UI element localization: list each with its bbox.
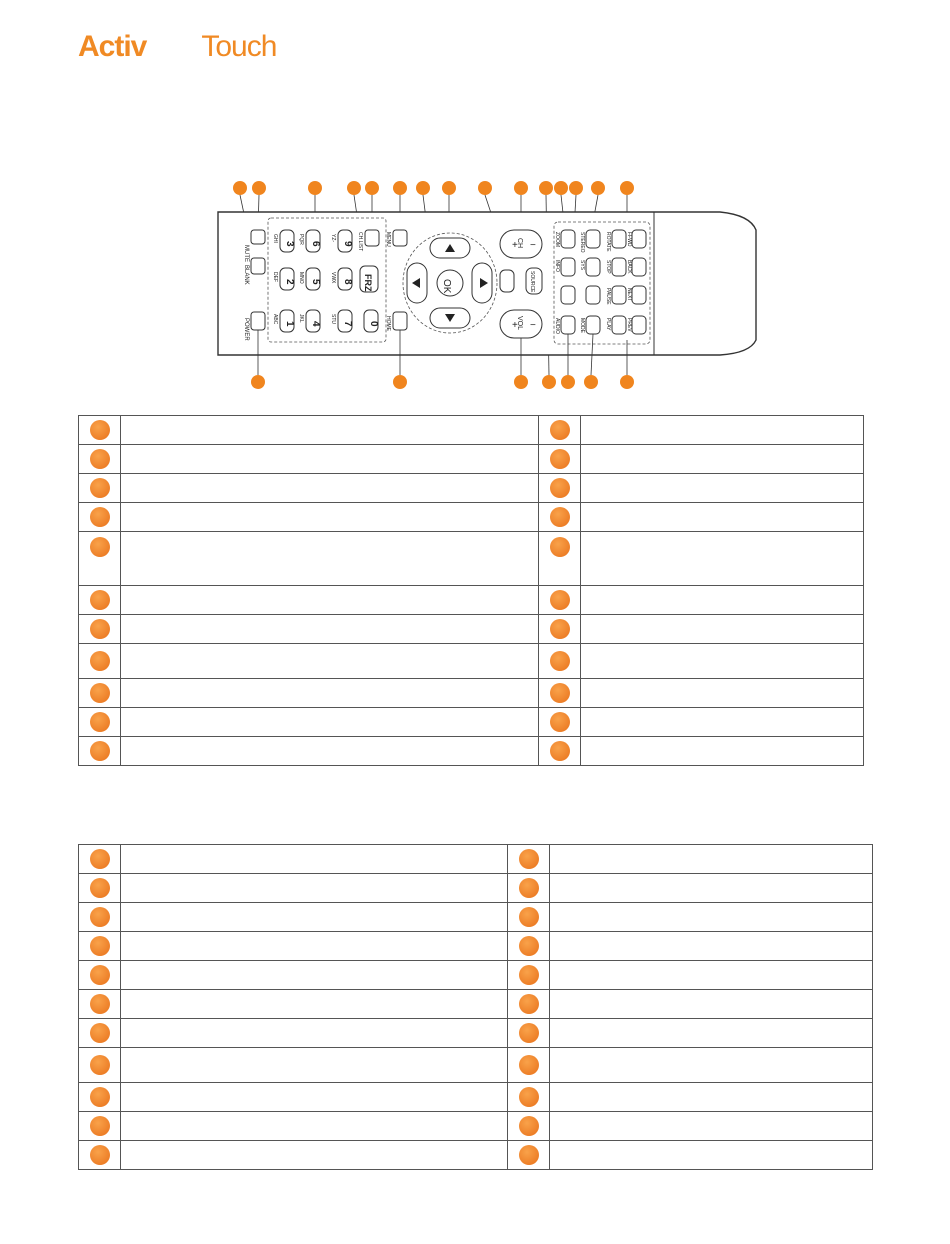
letters-ghi: GHI bbox=[272, 234, 278, 243]
ch-plus: + bbox=[512, 240, 518, 251]
callout-dot bbox=[519, 994, 539, 1014]
menu-label: MENU bbox=[385, 232, 391, 247]
sys-label: SYS bbox=[579, 260, 585, 271]
vol-plus: + bbox=[512, 320, 518, 331]
callout-dot bbox=[90, 420, 110, 440]
callout-dot bbox=[90, 849, 110, 869]
table-row bbox=[79, 445, 864, 474]
callout-dot bbox=[90, 507, 110, 527]
callout-dot bbox=[90, 907, 110, 927]
callout-dot bbox=[90, 1087, 110, 1107]
table-row bbox=[79, 903, 873, 932]
callout-dot bbox=[90, 590, 110, 610]
table-row bbox=[79, 1048, 873, 1083]
callout-dot bbox=[90, 994, 110, 1014]
table-row bbox=[79, 416, 864, 445]
callout-dot bbox=[550, 741, 570, 761]
key-1: 1 bbox=[284, 321, 295, 327]
key-3: 3 bbox=[284, 241, 295, 247]
prev-label: PREV bbox=[626, 318, 632, 332]
bottom-callouts bbox=[251, 375, 634, 389]
callout-dot bbox=[90, 1145, 110, 1165]
table-row bbox=[79, 532, 864, 586]
callout-dot bbox=[90, 619, 110, 639]
source-label: SOURCE bbox=[529, 271, 535, 293]
blank-label: BLANK bbox=[243, 265, 249, 285]
table-row bbox=[79, 1141, 873, 1170]
callout-dot bbox=[519, 1087, 539, 1107]
stop-label: STOP bbox=[605, 260, 611, 274]
key-7: 7 bbox=[342, 321, 353, 327]
callout-dot bbox=[90, 712, 110, 732]
callout-dot bbox=[550, 537, 570, 557]
power-label: POWER bbox=[243, 318, 249, 341]
mode-label: MODE bbox=[579, 318, 585, 333]
callout-dot bbox=[90, 878, 110, 898]
callout-dot bbox=[519, 907, 539, 927]
ok-key: OK bbox=[441, 279, 452, 294]
callout-dot bbox=[519, 1116, 539, 1136]
table-row bbox=[79, 1019, 873, 1048]
vol-label: VOL bbox=[516, 316, 523, 331]
callout-dot bbox=[550, 683, 570, 703]
key-4: 4 bbox=[310, 321, 321, 327]
callout-dot bbox=[90, 683, 110, 703]
key-8: 8 bbox=[342, 279, 353, 285]
table-row bbox=[79, 1083, 873, 1112]
callout-dot bbox=[550, 420, 570, 440]
letters-jkl: JKL bbox=[298, 314, 304, 323]
zoom-label: ZOOM bbox=[554, 232, 560, 247]
callout-dot bbox=[519, 965, 539, 985]
key-9: 9 bbox=[342, 241, 353, 247]
letters-vwx: VWX bbox=[330, 272, 336, 284]
home-label: HOME bbox=[385, 316, 391, 331]
table-row bbox=[79, 990, 873, 1019]
callout-dot bbox=[519, 849, 539, 869]
letters-yz: YZ- bbox=[330, 234, 336, 243]
brand-word-touch: Touch bbox=[201, 30, 277, 63]
callout-dot bbox=[550, 651, 570, 671]
callout-dot bbox=[90, 1116, 110, 1136]
table-row bbox=[79, 874, 873, 903]
stereo-label: STEREO bbox=[579, 232, 585, 253]
ffwd-label: FFWD bbox=[626, 232, 632, 247]
key-2: 2 bbox=[284, 279, 295, 285]
ch-label: CH bbox=[516, 238, 523, 249]
letters-stu: STU bbox=[330, 314, 336, 324]
callout-dot bbox=[90, 965, 110, 985]
callout-dot bbox=[550, 712, 570, 732]
table-row bbox=[79, 845, 873, 874]
callout-dot bbox=[90, 478, 110, 498]
callout-dot bbox=[519, 936, 539, 956]
letters-mno: MNO bbox=[298, 272, 304, 284]
key-0: 0 bbox=[368, 321, 379, 327]
callout-dot bbox=[519, 878, 539, 898]
letters-pqr: PQR bbox=[298, 234, 304, 245]
callout-dot bbox=[90, 936, 110, 956]
table-row bbox=[79, 961, 873, 990]
callout-dot bbox=[550, 507, 570, 527]
audio-label: AUDIO bbox=[554, 318, 560, 334]
callout-dot bbox=[90, 1055, 110, 1075]
table-row bbox=[79, 708, 864, 737]
legend-table-1 bbox=[78, 415, 864, 766]
chlist-label: CH.LIST bbox=[357, 232, 363, 252]
table-row bbox=[79, 679, 864, 708]
table-row bbox=[79, 932, 873, 961]
next-label: NEXT bbox=[626, 288, 632, 302]
table-row bbox=[79, 644, 864, 679]
letters-abc: ABC bbox=[272, 314, 278, 325]
brand-word-activ: Activ bbox=[78, 30, 147, 63]
callout-dot bbox=[519, 1055, 539, 1075]
callout-dot bbox=[550, 449, 570, 469]
callout-dot bbox=[90, 449, 110, 469]
table-row bbox=[79, 615, 864, 644]
top-callouts bbox=[233, 181, 634, 195]
callout-dot bbox=[550, 478, 570, 498]
pause-label: PAUSE bbox=[605, 288, 611, 305]
callout-dot bbox=[519, 1023, 539, 1043]
brand-logo bbox=[78, 30, 276, 64]
vol-minus: − bbox=[530, 320, 536, 331]
key-frz: FRZ bbox=[363, 274, 373, 292]
key-6: 6 bbox=[310, 241, 321, 247]
table-row bbox=[79, 586, 864, 615]
remote-control-diagram bbox=[200, 170, 760, 390]
table-row bbox=[79, 1112, 873, 1141]
table-row bbox=[79, 503, 864, 532]
back-label: BACK bbox=[626, 260, 632, 274]
key-5: 5 bbox=[310, 279, 321, 285]
legend-table-2 bbox=[78, 844, 873, 1170]
info-label: INFO bbox=[554, 260, 560, 272]
callout-dot bbox=[519, 1145, 539, 1165]
callout-dot bbox=[550, 619, 570, 639]
callout-dot bbox=[90, 741, 110, 761]
table-row bbox=[79, 737, 864, 766]
callout-dot bbox=[90, 537, 110, 557]
callout-dot bbox=[90, 651, 110, 671]
callout-dot bbox=[90, 1023, 110, 1043]
letters-def: DEF bbox=[272, 272, 278, 282]
ch-minus: − bbox=[530, 240, 536, 251]
play-label: PLAY bbox=[605, 318, 611, 331]
callout-dot bbox=[550, 590, 570, 610]
table-row bbox=[79, 474, 864, 503]
mute-label: MUTE bbox=[243, 245, 249, 262]
rotate-label: ROTATE bbox=[605, 232, 611, 252]
